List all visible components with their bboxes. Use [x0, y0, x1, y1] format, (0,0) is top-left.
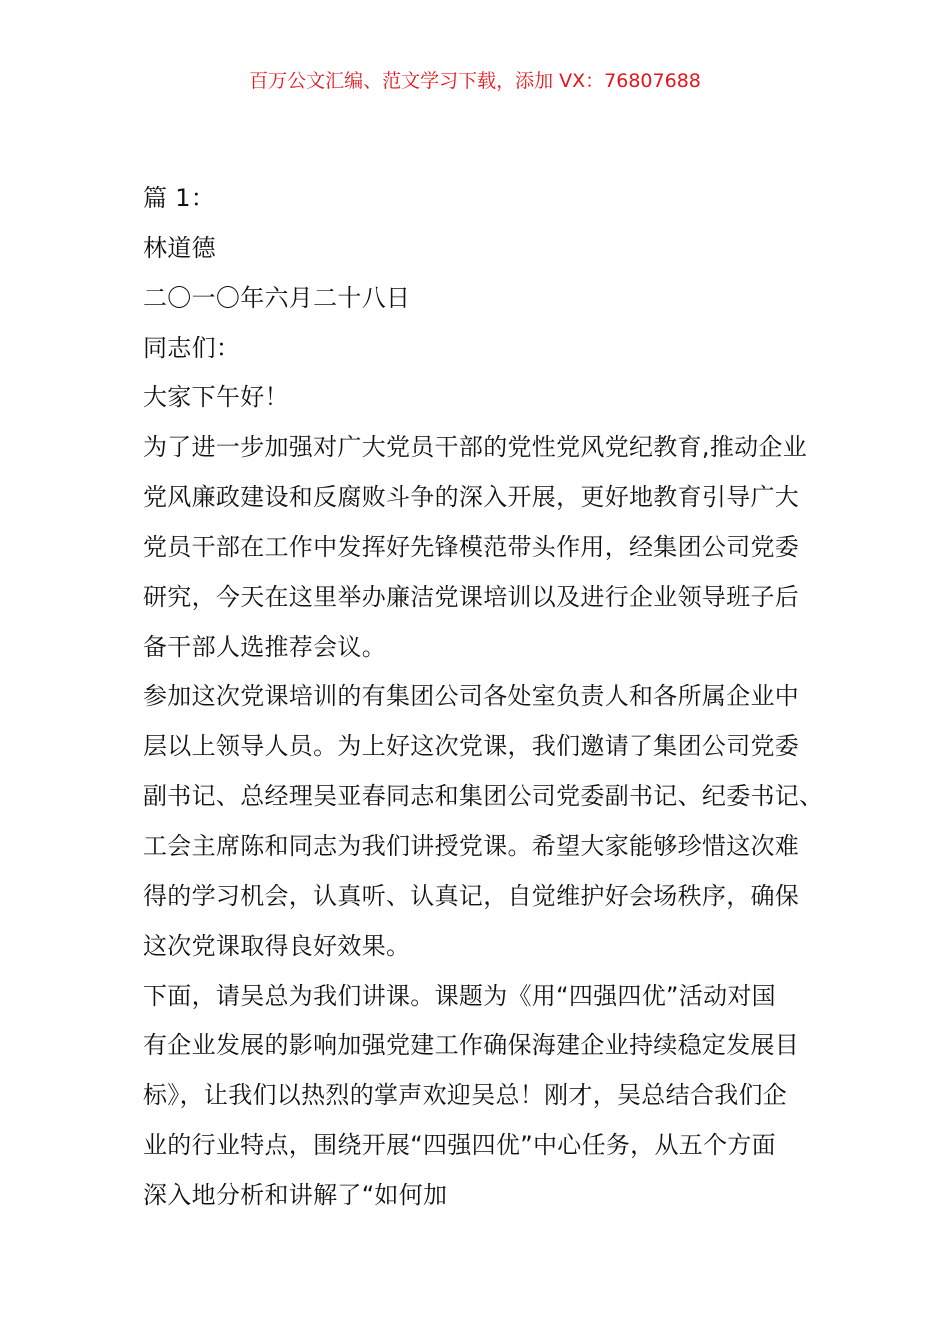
text-line: 二〇一〇年六月二十八日	[143, 283, 411, 312]
text-line: 副书记、总经理吴亚春同志和集团公司党委副书记、纪委书记、	[143, 782, 824, 811]
text-line: 层以上领导人员。为上好这次党课，我们邀请了集团公司党委	[143, 732, 800, 761]
text-line: 参加这次党课培训的有集团公司各处室负责人和各所属企业中	[143, 682, 800, 711]
text-line: 研究，今天在这里举办廉洁党课培训以及进行企业领导班子后	[143, 582, 800, 611]
text-line: 同志们：	[143, 333, 241, 362]
text-line: 有企业发展的影响加强党建工作确保海建企业持续稳定发展目	[143, 1031, 800, 1060]
document-body	[143, 174, 843, 1221]
text-line: 得的学习机会，认真听、认真记，自觉维护好会场秩序，确保	[143, 881, 800, 910]
text-line: 工会主席陈和同志为我们讲授党课。希望大家能够珍惜这次难	[143, 831, 800, 860]
text-line: 标》，让我们以热烈的掌声欢迎吴总！刚才，吴总结合我们企	[143, 1081, 788, 1110]
watermark-header: 百万公文汇编、范文学习下载，添加 VX：76807688	[249, 70, 701, 92]
text-line: 党员干部在工作中发挥好先锋模范带头作用，经集团公司党委	[143, 532, 800, 561]
text-line: 篇 1：	[143, 184, 216, 212]
text-line: 大家下午好！	[143, 383, 289, 412]
text-line: 业的行业特点，围绕开展“四强四优”中心任务，从五个方面	[143, 1131, 776, 1160]
text-line: 林道德	[143, 233, 216, 262]
text-line: 这次党课取得良好效果。	[143, 931, 411, 960]
text-line: 下面，请吴总为我们讲课。课题为《用“四强四优”活动对国	[143, 981, 776, 1010]
text-line: 党风廉政建设和反腐败斗争的深入开展，更好地教育引导广大	[143, 483, 800, 512]
text-line: 备干部人选推荐会议。	[143, 632, 386, 661]
text-line: 深入地分析和讲解了“如何加	[143, 1180, 448, 1209]
text-line: 为了进一步加强对广大党员干部的党性党风党纪教育,推动企业	[143, 433, 808, 462]
